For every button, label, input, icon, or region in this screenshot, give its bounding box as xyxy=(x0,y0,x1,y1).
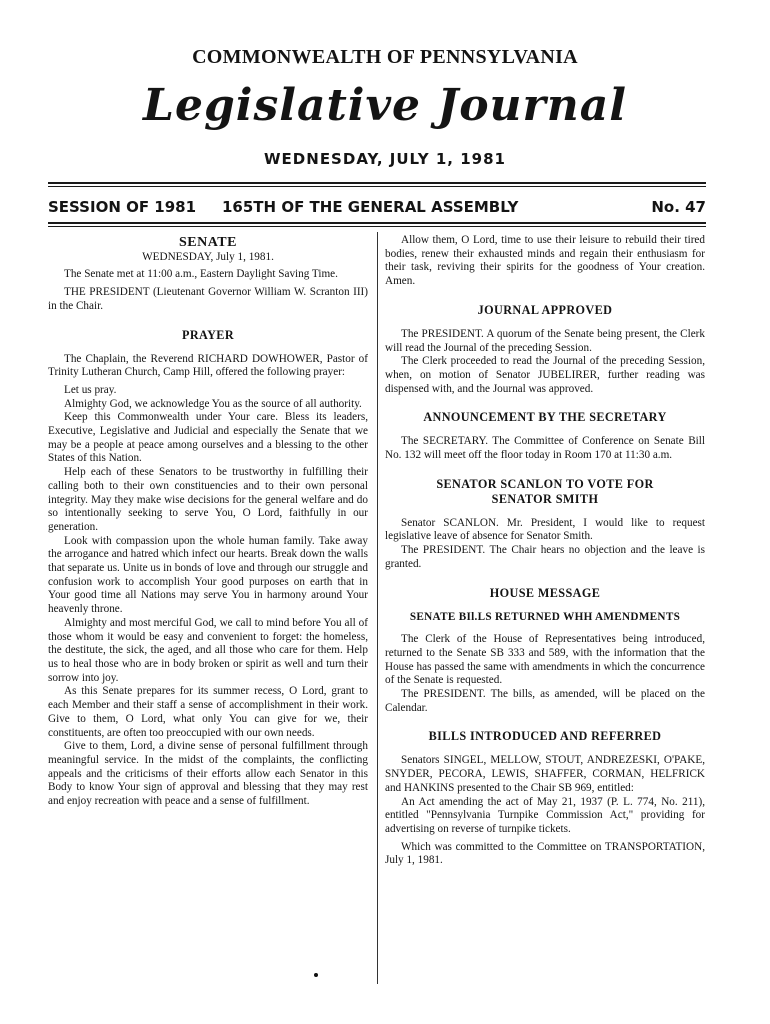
masthead-title: Legislative Journal xyxy=(143,80,627,131)
prayer-paragraph: Almighty and most merciful God, we call to mind before You all of those whom it would be easy and convenient to forget: the homeless, the destitute, the sick, the aged, and all those who care for them. Help us to heal those who are in body broken or spirit as well and turn their sorrow into joy. xyxy=(48,616,368,684)
journal-paragraph: The PRESIDENT. A quorum of the Senate being present, the Clerk will read the Journal of the preceding Session. xyxy=(385,327,705,354)
prayer-intro: The Chaplain, the Reverend RICHARD DOWHOWER, Pastor of Trinity Lutheran Church, Camp Hill, offered the following prayer: xyxy=(48,352,368,379)
prayer-paragraph: Let us pray. xyxy=(64,383,117,396)
opening-paragraph: The Senate met at 11:00 a.m., Eastern Daylight Saving Time. xyxy=(64,268,338,281)
scanlon-heading-line-1: SENATOR SCANLON TO VOTE FOR xyxy=(436,476,654,491)
prayer-paragraph: Keep this Commonwealth under Your care. Bless its leaders, Executive, Legislative and Judicial and especially the Senate that we may be a people at peace among ourselves and a blessing to the other States of this Nation. xyxy=(48,411,368,465)
bills-paragraph: An Act amending the act of May 21, 1937 (P. L. 774, No. 211), entitled "Pennsylvania Turnpike Commission Act," providing for advertising on reverse of turnpike tickets. xyxy=(385,795,705,835)
masthead-state: COMMONWEALTH OF PENNSYLVANIA xyxy=(192,46,578,68)
bills-returned-heading: SENATE BIl.LS RETURNED WHH AMENDMENTS xyxy=(409,610,681,623)
right-column xyxy=(385,234,705,868)
house-message-heading: HOUSE MESSAGE xyxy=(489,585,601,600)
print-dot xyxy=(314,973,318,977)
prayer-continued: Allow them, O Lord, time to use their leisure to rebuild their tired bodies, renew their exhausted minds and regain their enthusiasm for their task, reviving their spirits for the goodness of Your creation. Amen. xyxy=(385,234,705,288)
assembly-label: 165TH OF THE GENERAL ASSEMBLY xyxy=(222,198,519,216)
scanlon-paragraph: Senator SCANLON. Mr. President, I would like to request legislative leave of absence for Senator Smith. xyxy=(385,516,705,543)
bills-paragraph: Senators SINGEL, MELLOW, STOUT, ANDREZESKI, O'PAKE, SNYDER, PECORA, LEWIS, SHAFFER, CORMAN, HELFRICK and HANKINS presented to the Chair SB 969, entitled: xyxy=(385,754,705,794)
journal-approved-heading: JOURNAL APPROVED xyxy=(477,302,613,317)
top-rule xyxy=(48,182,706,184)
scanlon-heading xyxy=(385,477,705,507)
announcement-paragraph: The SECRETARY. The Committee of Conference on Senate Bill No. 132 will meet off the floor today in Room 170 at 11:30 a.m. xyxy=(385,435,705,462)
masthead-date: WEDNESDAY, JULY 1, 1981 xyxy=(264,150,506,168)
prayer-heading: PRAYER xyxy=(181,327,235,342)
bills-paragraph: Which was committed to the Committee on TRANSPORTATION, July 1, 1981. xyxy=(385,840,705,867)
senate-dateline: WEDNESDAY, July 1, 1981. xyxy=(142,250,274,263)
bills-introduced-heading: BILLS INTRODUCED AND REFERRED xyxy=(428,729,662,744)
announcement-heading: ANNOUNCEMENT BY THE SECRETARY xyxy=(423,410,667,425)
bottom-rule-thin xyxy=(48,226,706,227)
journal-paragraph: The Clerk proceeded to read the Journal of the preceding Session, when, on motion of Senator JUBELIRER, further reading was dispensed with, and the Journal was approved. xyxy=(385,355,705,395)
top-rule-thin xyxy=(48,186,706,187)
house-paragraph: The PRESIDENT. The bills, as amended, will be placed on the Calendar. xyxy=(385,688,705,714)
issue-number: No. 47 xyxy=(651,198,706,216)
prayer-paragraph: As this Senate prepares for its summer recess, O Lord, grant to each Member and their staff a sense of accomplishment in their work. Give to them, O Lord, what only You can give for we, their constituents, are often too preoccupied with our own needs. xyxy=(48,685,368,739)
column-divider xyxy=(377,232,378,984)
bottom-rule xyxy=(48,222,706,224)
prayer-paragraph: Give to them, Lord, a divine sense of personal fulfillment through meaningful service. In the midst of the complaints, the conflicting appeals and the criticisms of their efforts allow each Senator in this Body to know Your sign of approval and blessing that they may rest and enjoy recreation with peace and a sense of fulfillment. xyxy=(48,740,368,808)
opening-paragraph: THE PRESIDENT (Lieutenant Governor William W. Scranton III) in the Chair. xyxy=(48,286,368,312)
senate-heading: SENATE xyxy=(179,235,237,250)
prayer-paragraph: Look with compassion upon the whole human family. Take away the arrogance and hatred which infect our hearts. Break down the walls that separate us. Unite us in bonds of love and through our struggle and confusion work to accomplish Your good purposes on earth that in Your good time all Nations may serve You in harmony around Your heavenly throne. xyxy=(48,534,368,616)
session-bar xyxy=(48,198,706,218)
scanlon-heading-line-2: SENATOR SMITH xyxy=(491,491,599,506)
scanlon-paragraph: The PRESIDENT. The Chair hears no objection and the leave is granted. xyxy=(385,544,705,570)
prayer-paragraph: Help each of these Senators to be trustworthy in fulfilling their calling both to their own constituencies and to their own personal integrity. May they make wise decisions for the general welfare and do so intentionally seeking to serve You, O Lord, faithfully in our generation. xyxy=(48,466,368,533)
house-paragraph: The Clerk of the House of Representatives being introduced, returned to the Senate SB 333 and 589, with the information that the House has passed the same with amendments in which the concurrence of the Senate is requested. xyxy=(385,633,705,687)
session-label: SESSION OF 1981 xyxy=(48,198,197,216)
prayer-paragraph: Almighty God, we acknowledge You as the source of all authority. xyxy=(64,397,362,410)
left-column xyxy=(48,234,368,809)
